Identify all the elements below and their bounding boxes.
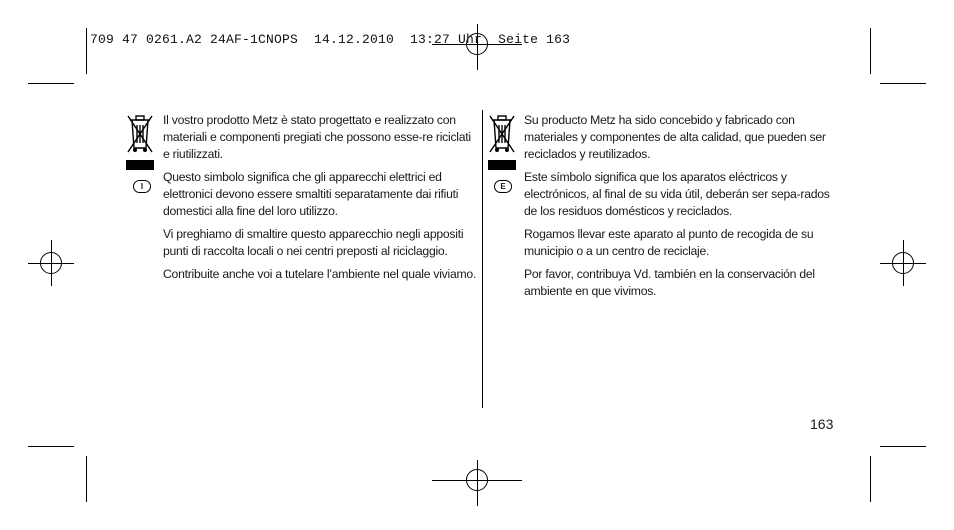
spanish-paragraph: Por favor, contribuya Vd. también en la conservación del ambiente en que vivimos. <box>524 267 815 298</box>
registration-crosshair-icon <box>28 240 74 286</box>
language-badge-italian: I <box>133 180 151 193</box>
spanish-paragraph: Este símbolo significa que los aparatos eléctricos y electrónicos, al final de su vida útil, deberán ser sepa-rados de los residuos domésticos y reciclados. <box>524 170 830 218</box>
registration-crosshair-icon <box>432 24 522 70</box>
spanish-paragraph: Su producto Metz ha sido concebido y fabricado con materiales y componentes de alta calidad, que pueden ser reciclados y reutilizados. <box>524 113 826 161</box>
crossed-out-wheelie-bin-icon <box>126 112 154 174</box>
spanish-text-column <box>524 112 840 306</box>
italian-paragraph: Il vostro prodotto Metz è stato progettato e realizzato con materiali e componenti pregiati che possono esse-re riciclati e riutilizzati. <box>163 113 471 161</box>
crop-mark-bottom-right-v <box>870 456 871 502</box>
crop-mark-top-right-v <box>870 28 871 74</box>
crop-mark-bottom-left-h <box>28 446 74 447</box>
page-number: 163 <box>810 416 834 432</box>
registration-crosshair-icon <box>880 240 926 286</box>
crop-mark-top-left-h <box>28 83 74 84</box>
print-slug-header: 709 47 0261.A2 24AF-1CNOPS 14.12.2010 13:27 Uhr Seite 163 <box>90 32 571 47</box>
italian-paragraph: Questo simbolo significa che gli apparecchi elettrici ed elettronici devono essere smaltiti separatamente dai rifiuti domestici alla fine del loro utilizzo. <box>163 170 459 218</box>
crossed-out-wheelie-bin-icon <box>488 112 516 174</box>
crop-mark-bottom-left-v <box>86 456 87 502</box>
crop-mark-top-right-h <box>880 83 926 84</box>
registration-crosshair-icon <box>432 460 522 506</box>
spanish-paragraph: Rogamos llevar este aparato al punto de recogida de su municipio o a un centro de reciclaje. <box>524 227 814 258</box>
crop-mark-top-left-v <box>86 28 87 74</box>
italian-paragraph: Contribuite anche voi a tutelare l’ambiente nel quale viviamo. <box>163 267 477 281</box>
column-divider <box>482 110 483 408</box>
language-badge-spanish: E <box>494 180 512 193</box>
italian-text-column <box>163 112 479 289</box>
italian-paragraph: Vi preghiamo di smaltire questo apparecchio negli appositi punti di raccolta locali o nei centri preposti al riciclaggio. <box>163 227 464 258</box>
crop-mark-bottom-right-h <box>880 446 926 447</box>
